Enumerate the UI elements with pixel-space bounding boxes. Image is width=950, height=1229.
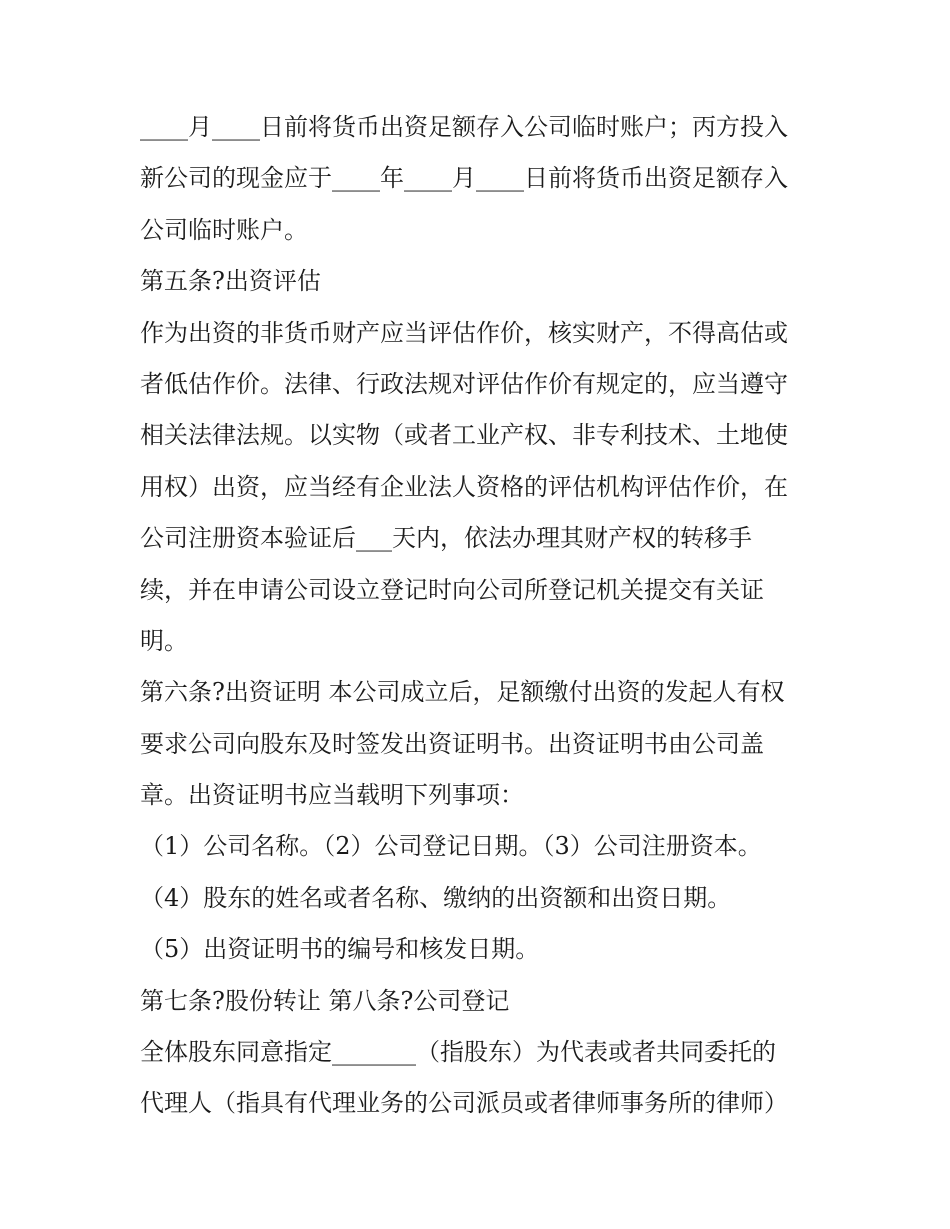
text-line: 用权）出资，应当经有企业法人资格的评估机构评估作价，在 [140,472,788,501]
list-item: （5）出资证明书的编号和核发日期。 [140,935,540,964]
section-heading-articles-7-8: 第七条?股份转让 第八条?公司登记 [140,986,510,1015]
list-item: （1）公司名称。（2）公司登记日期。（3）公司注册资本。 [140,832,762,861]
text-line: ____月____日前将货币出资足额存入公司临时账户；丙方投入 [140,113,788,141]
list-item: （4）股东的姓名或者名称、缴纳的出资额和出资日期。 [140,883,732,912]
text-line: 者低估作价。法律、行政法规对评估作价有规定的，应当遵守 [140,369,788,398]
text-line: 作为出资的非货币财产应当评估作价，核实财产，不得高估或 [140,318,788,347]
text-line: 明。 [140,626,188,655]
section-heading-article-5: 第五条?出资评估 [140,267,321,296]
document-body [140,102,830,1130]
text-line: 公司临时账户。 [140,215,308,244]
text-line: 续，并在申请公司设立登记时向公司所登记机关提交有关证 [140,575,764,604]
text-line: 要求公司向股东及时签发出资证明书。出资证明书由公司盖 [140,729,764,758]
text-line: 代理人（指具有代理业务的公司派员或者律师事务所的律师） [140,1089,788,1118]
section-heading-article-6: 第六条?出资证明 本公司成立后，足额缴付出资的发起人有权 [140,678,785,707]
text-line: 新公司的现金应于____年____月____日前将货币出资足额存入 [140,164,788,193]
text-line: 公司注册资本验证后___天内，依法办理其财产权的转移手 [140,524,752,553]
text-line: 全体股东同意指定_______（指股东）为代表或者共同委托的 [140,1038,776,1067]
text-line: 相关法律法规。以实物（或者工业产权、非专利技术、土地使 [140,421,788,450]
text-line: 章。出资证明书应当载明下列事项： [140,781,524,810]
